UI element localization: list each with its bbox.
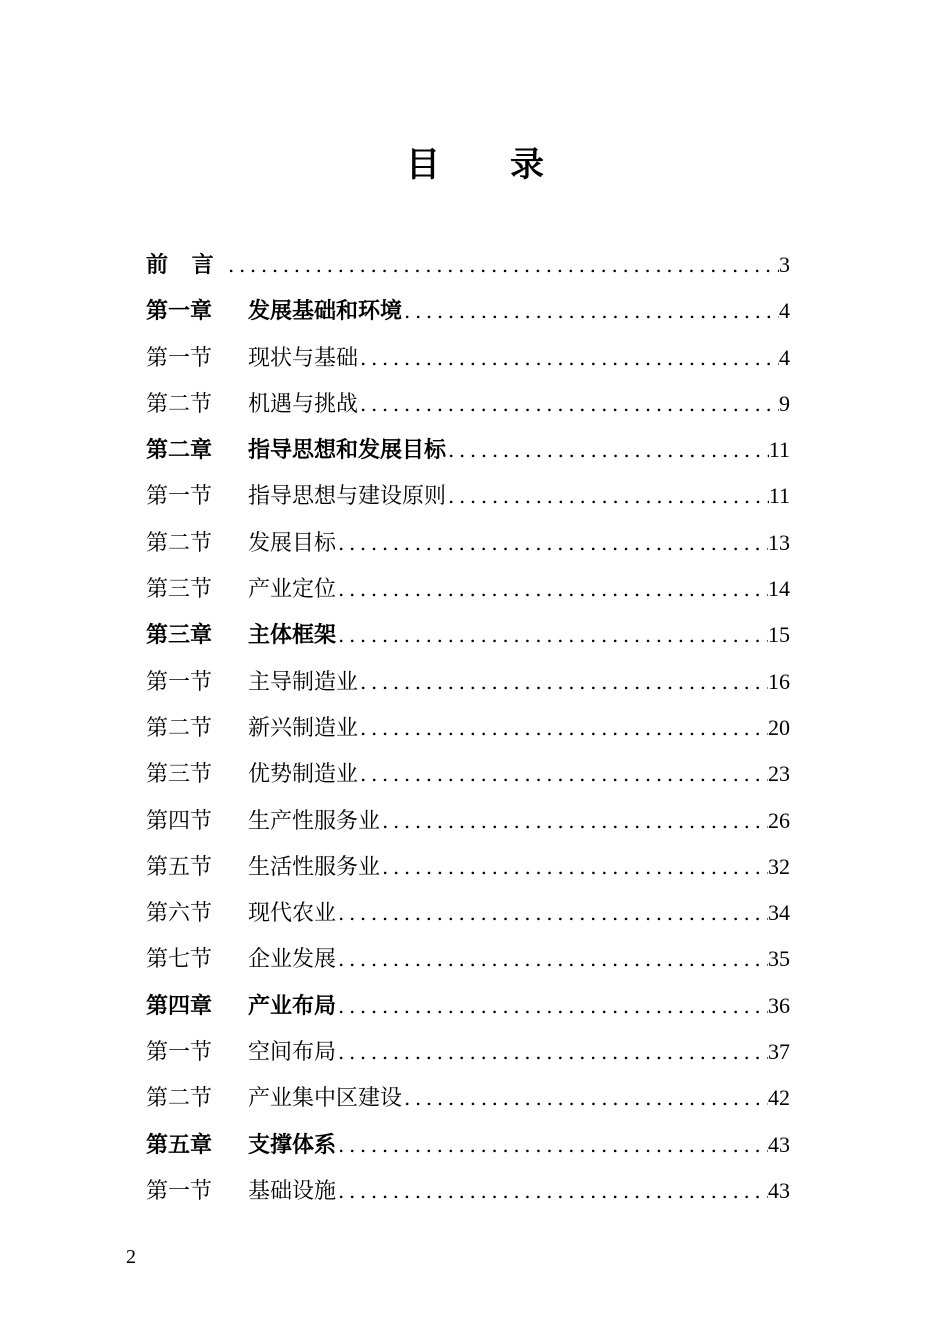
toc-page-number: 3 (779, 252, 790, 277)
toc-page-number: 26 (768, 807, 790, 833)
toc-dot-leader (358, 659, 768, 705)
toc-entry-title: 基础设施 (248, 1178, 337, 1204)
toc-entry-label: 第一节 (146, 669, 213, 695)
toc-dot-leader (402, 1075, 768, 1121)
toc-entry-title: 现状与基础 (248, 345, 359, 371)
toc-entry-title: 企业发展 (248, 947, 337, 973)
toc-dot-leader (336, 983, 768, 1029)
toc-row-chapter-2[interactable] (146, 427, 790, 473)
toc-row-section[interactable] (146, 890, 790, 936)
toc-dot-leader (336, 1122, 768, 1168)
toc-page-number: 23 (768, 761, 790, 787)
toc-page-number: 35 (768, 946, 790, 972)
toc-dot-leader (402, 288, 779, 334)
toc-page-number: 13 (768, 529, 790, 555)
toc-row-chapter-5[interactable] (146, 1122, 790, 1168)
toc-entry-label: 第四章 (146, 993, 213, 1019)
toc-row-section[interactable] (146, 335, 790, 381)
toc-dot-leader (446, 473, 769, 519)
toc-entry-label: 第三节 (146, 577, 213, 603)
toc-page-number: 43 (768, 1177, 790, 1203)
toc-dot-leader (336, 612, 768, 658)
toc-row-section[interactable] (146, 1168, 790, 1214)
toc-entry-title: 生产性服务业 (248, 808, 381, 834)
toc-entry-title: 新兴制造业 (248, 715, 359, 741)
toc-entry-label: 第六节 (146, 901, 213, 927)
toc-page-number: 4 (779, 298, 790, 324)
toc-entry-title: 优势制造业 (248, 762, 359, 788)
toc-dot-leader (358, 335, 779, 381)
toc-page-number: 42 (768, 1085, 790, 1111)
toc-entry-label: 第二节 (146, 715, 213, 741)
toc-row-chapter-3[interactable] (146, 612, 790, 658)
toc-row-section[interactable] (146, 844, 790, 890)
toc-dot-leader (336, 566, 768, 612)
toc-page-number: 11 (768, 437, 790, 463)
toc-row-section[interactable] (146, 936, 790, 982)
toc-entry-title: 机遇与挑战 (248, 391, 359, 417)
toc-dot-leader (336, 890, 768, 936)
toc-entry-label: 第一章 (146, 299, 213, 325)
toc-entry-title: 主体框架 (248, 623, 337, 649)
toc-page-number: 34 (768, 900, 790, 926)
toc-dot-leader (336, 1029, 768, 1075)
toc-entry-title: 发展目标 (248, 530, 337, 556)
toc-row-section[interactable] (146, 520, 790, 566)
toc-entry-label: 前 言 (146, 253, 222, 278)
toc-row-preface[interactable] (146, 242, 790, 288)
toc-row-section[interactable] (146, 705, 790, 751)
toc-row-section[interactable] (146, 659, 790, 705)
toc-row-section[interactable] (146, 751, 790, 797)
toc-row-section[interactable] (146, 1029, 790, 1075)
page-title (0, 140, 950, 190)
toc-entry-label: 第五节 (146, 854, 213, 880)
toc-entry-title: 主导制造业 (248, 669, 359, 695)
toc-row-section[interactable] (146, 381, 790, 427)
toc-row-chapter-4[interactable] (146, 983, 790, 1029)
table-of-contents (146, 242, 790, 1214)
toc-entry-title: 指导思想和发展目标 (248, 438, 447, 464)
toc-page-number: 43 (768, 1131, 790, 1157)
toc-entry-label: 第二节 (146, 391, 213, 417)
toc-entry-title: 现代农业 (248, 901, 337, 927)
toc-entry-label: 第二节 (146, 1086, 213, 1112)
toc-entry-label: 第二节 (146, 530, 213, 556)
toc-dot-leader (358, 751, 768, 797)
toc-page-number: 36 (768, 992, 790, 1018)
toc-dot-leader (336, 1168, 768, 1214)
toc-entry-label: 第五章 (146, 1132, 213, 1158)
toc-entry-title: 空间布局 (248, 1040, 337, 1066)
toc-page-number: 4 (779, 344, 790, 370)
toc-dot-leader (336, 936, 768, 982)
toc-dot-leader (446, 427, 769, 473)
toc-row-section[interactable] (146, 566, 790, 612)
toc-page-number: 14 (768, 576, 790, 602)
toc-page-number: 20 (768, 714, 790, 740)
toc-entry-label: 第三节 (146, 762, 213, 788)
toc-entry-label: 第一节 (146, 1178, 213, 1204)
toc-entry-title: 指导思想与建设原则 (248, 484, 447, 510)
toc-page-number: 37 (768, 1039, 790, 1065)
toc-page-number: 15 (768, 622, 790, 648)
page-title-part1: 目 (406, 145, 440, 185)
toc-entry-label: 第三章 (146, 623, 213, 649)
toc-entry-title: 生活性服务业 (248, 854, 381, 880)
footer-page-number: 2 (126, 1246, 136, 1268)
toc-entry-title: 发展基础和环境 (248, 299, 403, 325)
toc-dot-leader (358, 705, 768, 751)
toc-dot-leader (358, 381, 779, 427)
toc-dot-leader (226, 242, 779, 288)
toc-entry-title: 产业布局 (248, 993, 337, 1019)
toc-entry-label: 第一节 (146, 1040, 213, 1066)
page-title-part2: 录 (510, 145, 544, 185)
toc-entry-label: 第七节 (146, 947, 213, 973)
toc-page-number: 11 (768, 483, 790, 509)
toc-entry-title: 产业定位 (248, 577, 337, 603)
toc-row-section[interactable] (146, 473, 790, 519)
toc-page-number: 32 (768, 853, 790, 879)
toc-row-section[interactable] (146, 1075, 790, 1121)
toc-entry-label: 第四节 (146, 808, 213, 834)
toc-entry-title: 产业集中区建设 (248, 1086, 403, 1112)
toc-dot-leader (380, 844, 768, 890)
toc-entry-title: 支撑体系 (248, 1132, 337, 1158)
toc-entry-label: 第一节 (146, 484, 213, 510)
toc-dot-leader (336, 520, 768, 566)
toc-page-number: 9 (779, 390, 790, 416)
toc-row-chapter-1[interactable] (146, 288, 790, 334)
toc-dot-leader (380, 798, 768, 844)
toc-row-section[interactable] (146, 798, 790, 844)
toc-entry-label: 第二章 (146, 438, 213, 464)
toc-entry-label: 第一节 (146, 345, 213, 371)
toc-page-number: 16 (768, 668, 790, 694)
